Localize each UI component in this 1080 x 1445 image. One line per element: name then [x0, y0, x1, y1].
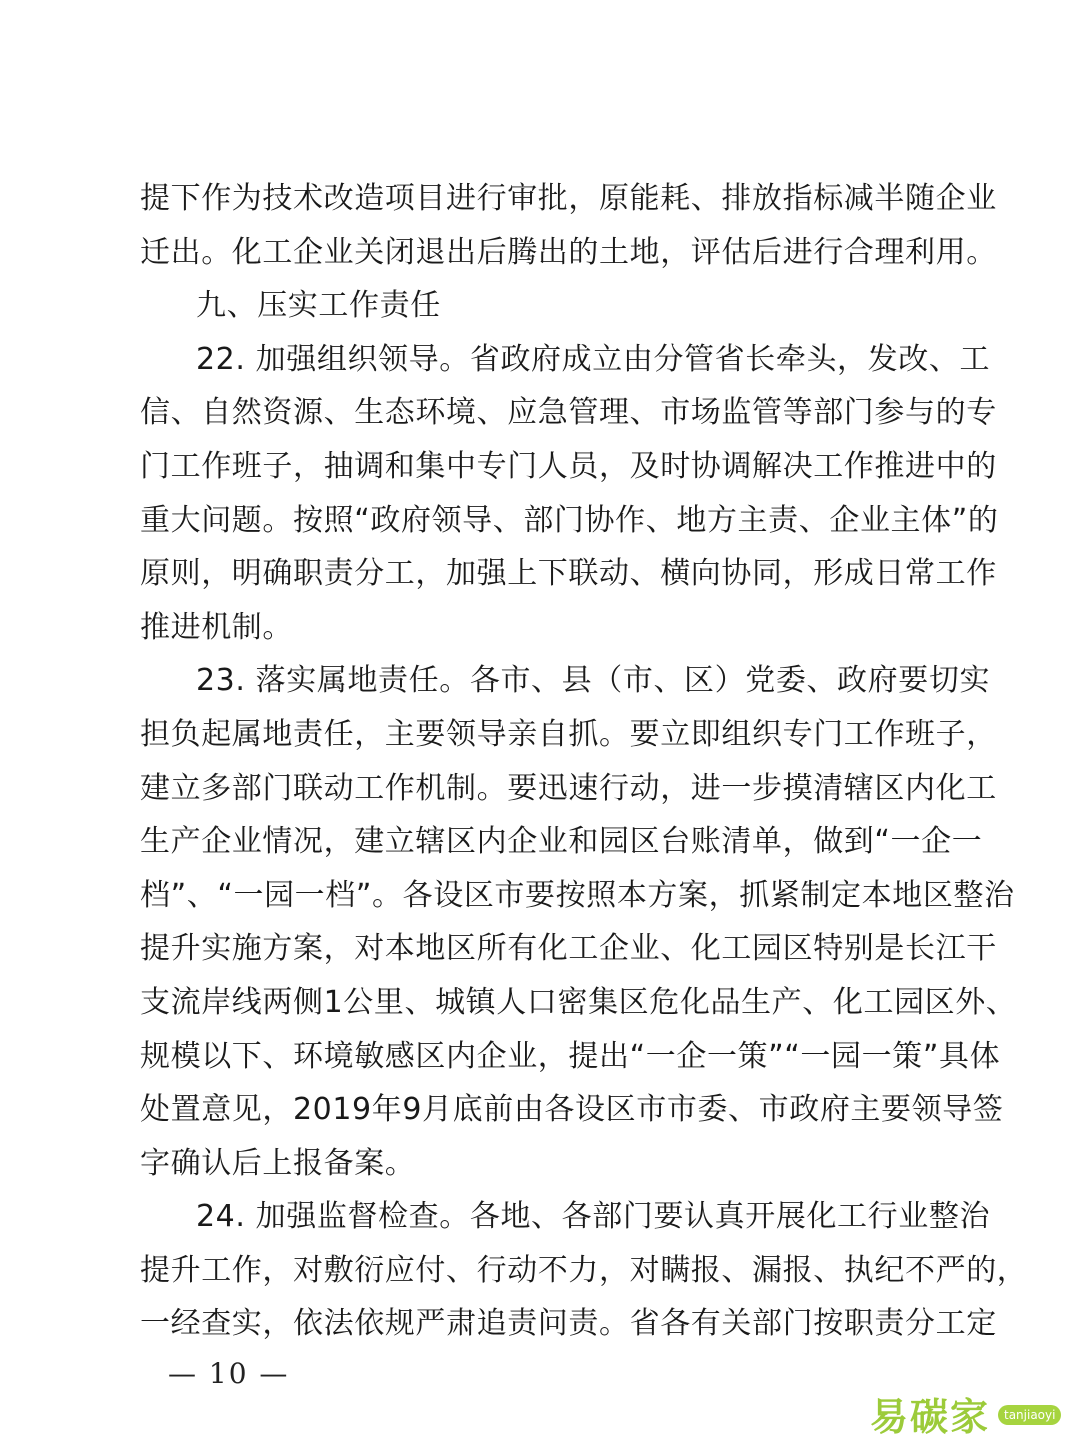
text-line: 22. 加强组织领导。省政府成立由分管省长牵头，发改、工 — [196, 341, 991, 377]
text-line: 提升工作，对敷衍应付、行动不力，对瞒报、漏报、执纪不严的， — [140, 1252, 1028, 1288]
text-line: 字确认后上报备案。 — [140, 1145, 416, 1181]
watermark-text: 易碳家 — [870, 1395, 991, 1439]
text-line: 提下作为技术改造项目进行审批，原能耗、排放指标减半随企业 — [140, 181, 997, 216]
page-number: — 10 — — [168, 1357, 290, 1390]
text-line: 信、自然资源、生态环境、应急管理、市场监管等部门参与的专 — [140, 395, 997, 431]
text-line: 推进机制。 — [140, 609, 293, 645]
watermark-logo — [870, 1395, 1075, 1443]
text-line: 迁出。化工企业关闭退出后腾出的土地，评估后进行合理利用。 — [140, 234, 997, 270]
text-line: 处置意见，2019年9月底前由各设区市市委、市政府主要领导签 — [140, 1092, 1004, 1128]
text-line: 提升实施方案，对本地区所有化工企业、化工园区特别是长江干 — [140, 931, 997, 967]
text-line: 23. 落实属地责任。各市、县（市、区）党委、政府要切实 — [196, 663, 991, 699]
text-line: 档”、“一园一档”。各设区市要按照本方案，抓紧制定本地区整治 — [140, 877, 1015, 913]
text-line: 重大问题。按照“政府领导、部门协作、地方主责、企业主体”的 — [140, 502, 999, 538]
text-line: 支流岸线两侧1公里、城镇人口密集区危化品生产、化工园区外、 — [140, 984, 1017, 1020]
text-line: 建立多部门联动工作机制。要迅速行动，进一步摸清辖区内化工 — [140, 770, 997, 806]
text-line: 生产企业情况，建立辖区内企业和园区台账清单，做到“一企一 — [140, 824, 983, 860]
document-body — [140, 172, 1028, 1351]
watermark-badge: tanjiaoyi — [998, 1405, 1061, 1425]
text-line: 规模以下、环境敏感区内企业，提出“一企一策”“一园一策”具体 — [140, 1038, 1001, 1074]
text-line: 一经查实，依法依规严肃追责问责。省各有关部门按职责分工定 — [140, 1306, 997, 1342]
text-line: 担负起属地责任，主要领导亲自抓。要立即组织专门工作班子， — [140, 716, 997, 752]
text-line: 24. 加强监督检查。各地、各部门要认真开展化工行业整治 — [196, 1199, 991, 1235]
text-line: 原则，明确职责分工，加强上下联动、横向协同，形成日常工作 — [140, 556, 997, 592]
section-heading: 九、压实工作责任 — [196, 288, 441, 324]
text-line: 门工作班子，抽调和集中专门人员，及时协调解决工作推进中的 — [140, 448, 997, 484]
